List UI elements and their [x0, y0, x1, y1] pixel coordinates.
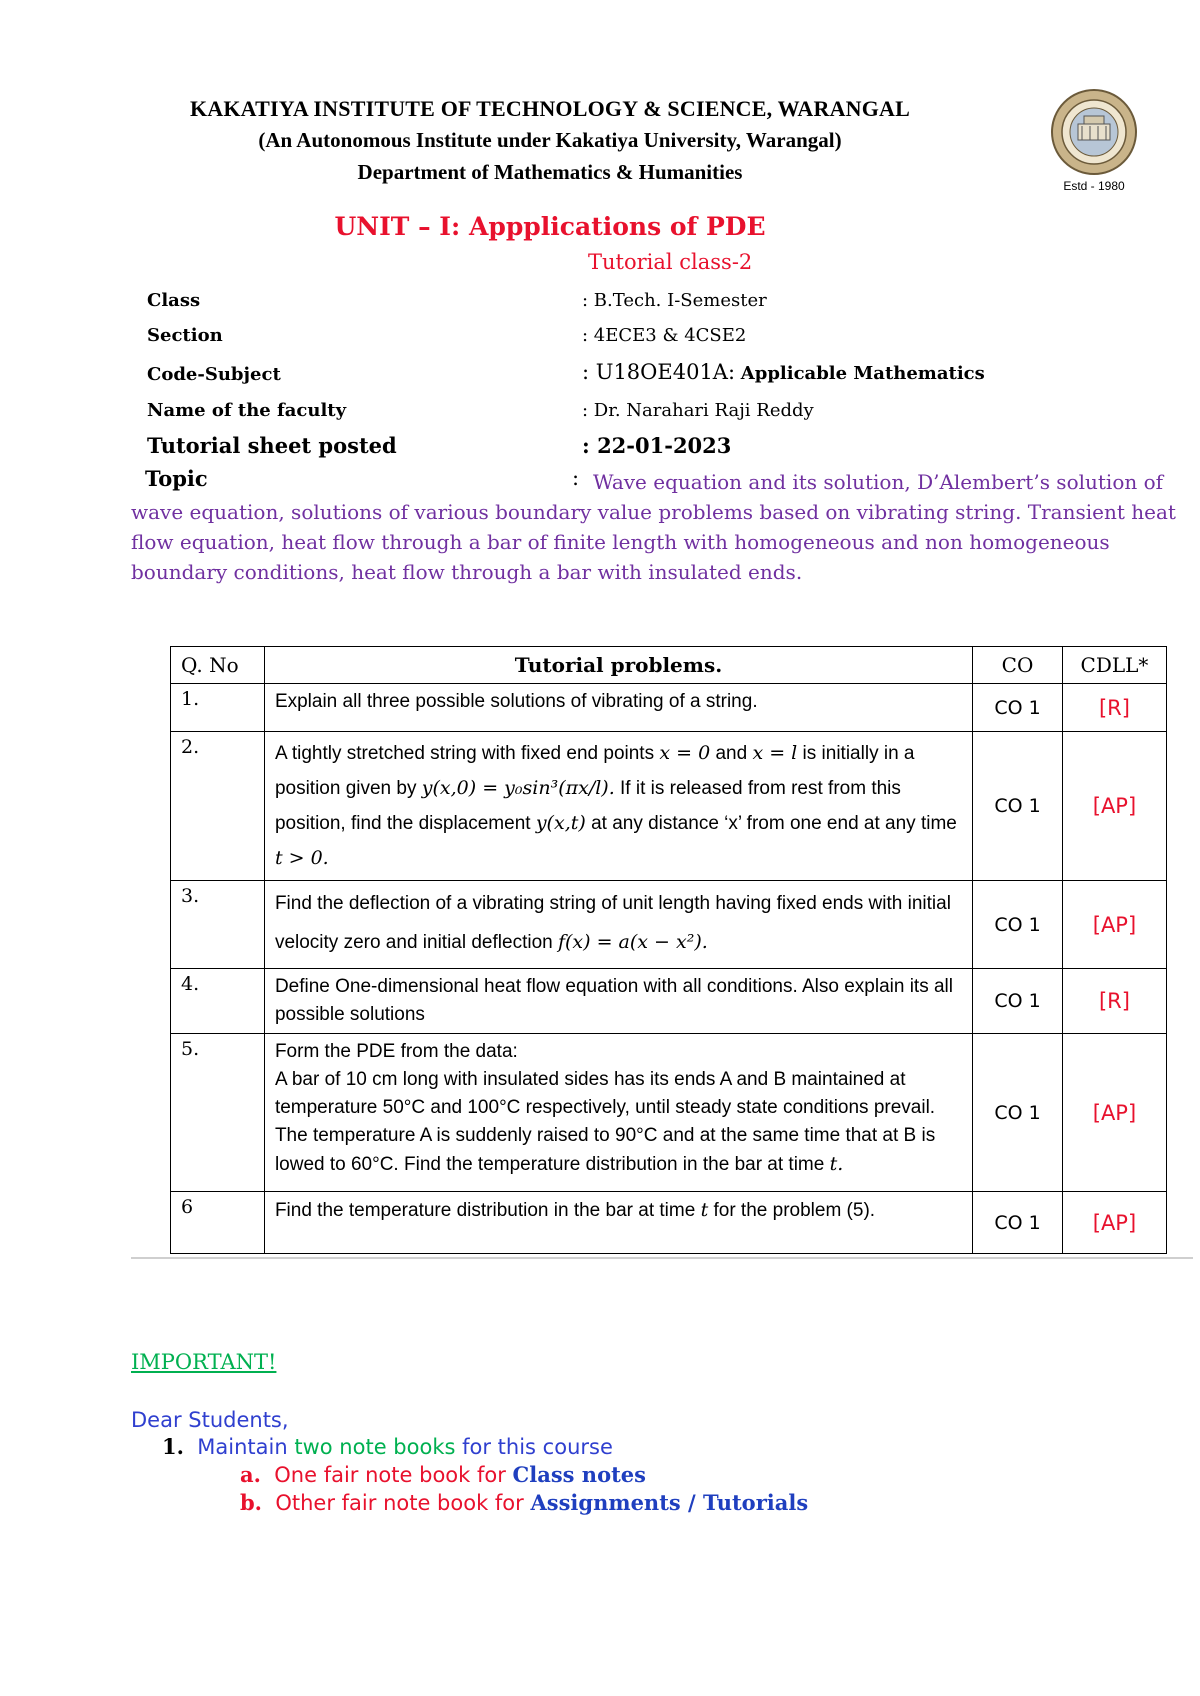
table-row [171, 969, 1167, 1034]
cdll-value: [R] [1062, 969, 1166, 1034]
list-text: Maintain [197, 1435, 288, 1459]
cdll-value: [AP] [1062, 881, 1166, 969]
problem-text-part: at [591, 813, 607, 834]
class-value: : B.Tech. I-Semester [582, 290, 767, 311]
problem-text-part: If it is [620, 778, 665, 799]
table-header-row [171, 647, 1167, 684]
code-subject-label: Code-Subject [147, 364, 281, 385]
co-value: CO 1 [973, 684, 1063, 732]
math-expression: t [700, 1199, 709, 1221]
section-divider [131, 1257, 1193, 1259]
math-expression: x = 0 [659, 742, 711, 764]
table-row [171, 1192, 1167, 1254]
topic-label: Topic [145, 466, 208, 491]
code-subject-value [582, 360, 985, 384]
faculty-label: Name of the faculty [147, 400, 347, 421]
unit-title: UNIT – I: Appplications of PDE [334, 212, 766, 241]
section-label: Section [147, 325, 223, 346]
problem-text [264, 1192, 972, 1254]
table-row [171, 1034, 1167, 1192]
math-expression: t. [829, 1153, 844, 1175]
list-text: for this course [462, 1435, 613, 1459]
problem-text: Explain all three possible solutions of vibrating of a string. [264, 684, 972, 732]
co-value: CO 1 [973, 1034, 1063, 1192]
question-number: 5. [171, 1034, 265, 1192]
problem-text-part: for the problem (5). [713, 1200, 876, 1221]
posted-value: : 22-01-2023 [582, 433, 732, 458]
tutorial-class: Tutorial class-2 [588, 250, 753, 274]
list-text: One fair note book for [274, 1463, 506, 1487]
table-row [171, 732, 1167, 881]
question-number: 4. [171, 969, 265, 1034]
list-text: Other fair note book for [275, 1491, 524, 1515]
problem-text-part: Form the PDE from the data: [274, 1041, 518, 1062]
problem-text [264, 732, 972, 881]
cdll-value: [AP] [1062, 1192, 1166, 1254]
subject-name: Applicable Mathematics [740, 363, 985, 384]
question-number: 1. [171, 684, 265, 732]
question-number: 3. [171, 881, 265, 969]
header-co: CO [973, 647, 1063, 684]
list-number: a. [240, 1462, 261, 1487]
class-label: Class [147, 290, 201, 311]
list-number: b. [240, 1490, 262, 1515]
greeting: Dear Students, [131, 1408, 289, 1432]
important-heading: IMPORTANT! [131, 1350, 277, 1374]
table-row [171, 881, 1167, 969]
list-text: Class notes [512, 1462, 646, 1487]
logo-year: Estd - 1980 [1063, 179, 1125, 193]
table-row [171, 684, 1167, 732]
math-expression: y(x,t) [535, 812, 586, 834]
problem-text-part: initially in a position given by [274, 743, 915, 799]
problem-text [264, 1034, 972, 1192]
question-number: 6 [171, 1192, 265, 1254]
faculty-value: : Dr. Narahari Raji Reddy [582, 400, 814, 421]
co-value: CO 1 [973, 881, 1063, 969]
problem-text-part: and [715, 743, 748, 764]
co-value: CO 1 [973, 732, 1063, 881]
list-text: Assignments / Tutorials [530, 1490, 809, 1515]
header-cdll: CDLL* [1062, 647, 1166, 684]
cdll-value: [AP] [1062, 1034, 1166, 1192]
list-text: two note books [294, 1435, 456, 1459]
institute-logo [1040, 86, 1148, 196]
topic-colon: : [572, 466, 580, 490]
institute-name: KAKATIYA INSTITUTE OF TECHNOLOGY & SCIENCE, WARANGAL [189, 96, 911, 121]
tutorial-problems-table [170, 646, 1167, 1254]
co-value: CO 1 [973, 969, 1063, 1034]
header-problems: Tutorial problems. [264, 647, 972, 684]
subject-code: : U18OE401A: [582, 360, 736, 384]
list-item [240, 1462, 646, 1487]
math-expression: x = l [752, 742, 798, 764]
problem-text-part: with initial velocity zero and initial deflection [274, 893, 951, 953]
department-name: Department of Mathematics & Humanities [357, 160, 743, 184]
topic-text: Wave equation and its solution, D’Alembert’s solution of wave equation, solutions of various boundary value problems based on vibrating string. Transient heat flow equation, heat flow through a bar of finite length with homogeneous and non homogeneous boundary conditions, heat flow through a bar with insulated ends. [131, 470, 1176, 584]
posted-label: Tutorial sheet posted [147, 433, 397, 458]
cdll-value: [R] [1062, 684, 1166, 732]
problem-text-part: any distance ‘x’ from one end at any time [612, 813, 957, 834]
problem-text-part: Find the temperature distribution in the bar at time [274, 1200, 696, 1221]
problem-text: Define One-dimensional heat flow equation with all conditions. Also explain its all possible solutions [264, 969, 972, 1034]
problem-text [264, 881, 972, 969]
math-expression: y(x,0) = y₀sin³(πx/l). [421, 777, 615, 799]
section-value: : 4ECE3 & 4CSE2 [582, 325, 747, 346]
list-number: 1. [162, 1434, 184, 1459]
problem-text-part: is [802, 743, 817, 764]
header-qno: Q. No [171, 647, 265, 684]
list-item [162, 1434, 613, 1459]
problem-text-part: Find the deflection of a vibrating string of unit length having fixed ends [274, 893, 864, 914]
math-expression: f(x) = a(x − x²). [557, 931, 708, 953]
problem-text-part: A bar of 10 cm long with insulated sides has its ends A and B maintained at temperature 50°C and 100°C respectively, until steady state conditions prevail. The temperature A is suddenly raised to 90°C and at the same time that at B is lowed to 60°C. Find the temperature distribution in the bar at time [274, 1069, 936, 1175]
co-value: CO 1 [973, 1192, 1063, 1254]
question-number: 2. [171, 732, 265, 881]
math-expression: t > 0. [274, 847, 329, 869]
cdll-value: [AP] [1062, 732, 1166, 881]
list-item [240, 1490, 808, 1515]
problem-text-part: released from rest from this position, find the displacement [274, 778, 901, 834]
problem-text-part: A tightly stretched string with fixed end points [274, 743, 655, 764]
institute-affiliation: (An Autonomous Institute under Kakatiya University, Warangal) [258, 128, 842, 152]
